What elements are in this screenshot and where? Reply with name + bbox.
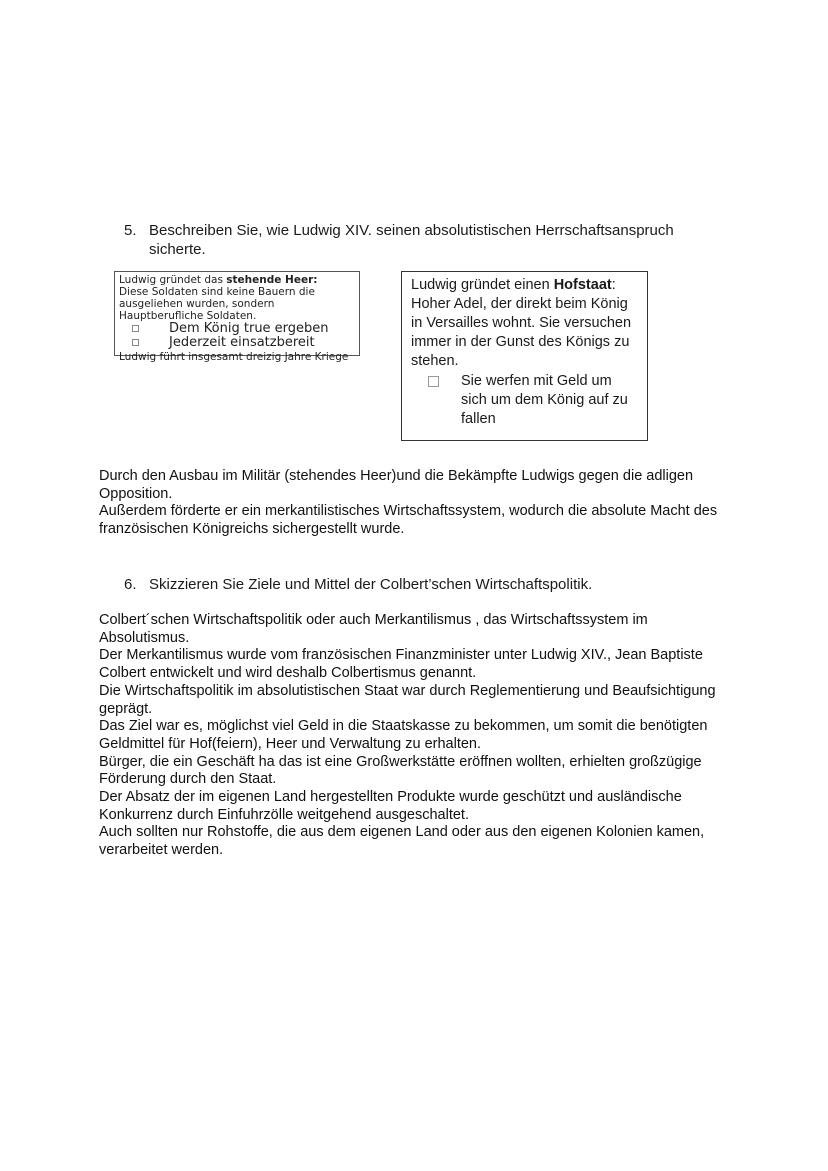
answer-5-paragraph: Durch den Ausbau im Militär (stehendes Heer)und die Bekämpfte Ludwigs gegen die adligen Opposition. xyxy=(99,468,694,502)
stehendes-heer-box xyxy=(119,274,359,363)
answer-6-paragraph: Auch sollten nur Rohstoffe, die aus dem eigenen Land oder aus den eigenen Kolonien kamen, verarbeitet werden. xyxy=(99,824,705,859)
stehendes-heer-footer: Ludwig führt insgesamt dreizig Jahre Kriege xyxy=(119,351,349,363)
question-6-number: 6. xyxy=(124,576,137,593)
hofstaat-heading: Ludwig gründet einen Hofstaat: xyxy=(411,277,616,293)
checkbox-icon xyxy=(132,339,139,346)
hofstaat-description: Hoher Adel, der direkt beim König in Versailles wohnt. Sie versuchen immer in der Gunst des Königs zu stehen. xyxy=(411,296,632,369)
checkbox-icon xyxy=(428,376,439,387)
question-6-text: Skizzieren Sie Ziele und Mittel der Colbert’schen Wirtschaftspolitik. xyxy=(149,576,593,593)
list-item: Jederzeit einsatzbereit xyxy=(119,336,359,350)
answer-6-paragraph: Der Merkantilismus wurde vom französischen Finanzminister unter Ludwig XIV., Jean Baptiste Colbert entwickelt und wird deshalb Colbertismus genannt. xyxy=(99,647,703,682)
stehendes-heer-description: Diese Soldaten sind keine Bauern die ausgeliehen wurden, sondern Hauptberufliche Soldaten. xyxy=(119,286,315,322)
answer-6 xyxy=(99,612,739,860)
question-5-text: Beschreiben Sie, wie Ludwig XIV. seinen absolutistischen Herrschaftsanspruch sicherte. xyxy=(149,222,674,258)
checkbox-icon xyxy=(132,325,139,332)
stehendes-heer-heading: Ludwig gründet das stehende Heer: xyxy=(119,274,318,286)
list-item: Sie werfen mit Geld um sich um dem König auf zu fallen xyxy=(411,372,641,429)
question-6 xyxy=(124,575,724,594)
hofstaat-box xyxy=(401,271,648,441)
answer-5-paragraph: Außerdem förderte er ein merkantilistisches Wirtschaftssystem, wodurch die absolute Macht des französischen Königreichs sichergestellt wurde. xyxy=(99,503,718,538)
answer-5 xyxy=(99,468,739,539)
answer-6-paragraph: Colbert´schen Wirtschaftspolitik oder auch Merkantilismus , das Wirtschaftssystem im Absolutismus. xyxy=(99,612,648,646)
answer-6-paragraph: Die Wirtschaftspolitik im absolutistischen Staat war durch Reglementierung und Beaufsichtigung geprägt. xyxy=(99,682,716,717)
list-item: Dem König true ergeben xyxy=(119,322,359,336)
question-5-number: 5. xyxy=(124,222,137,239)
question-5 xyxy=(124,221,724,259)
answer-6-paragraph: Das Ziel war es, möglichst viel Geld in die Staatskasse zu bekommen, um somit die benötigten Geldmittel für Hof(feiern), Heer und Verwaltung zu erhalten. xyxy=(99,718,708,752)
answer-6-paragraph: Bürger, die ein Geschäft ha das ist eine Großwerkstätte eröffnen wollten, erhielten großzügige Förderung durch den Staat. xyxy=(99,753,702,788)
answer-6-paragraph: Der Absatz der im eigenen Land hergestellten Produkte wurde geschützt und ausländische Konkurrenz durch Einfuhrzölle weitgehend ausgeschaltet. xyxy=(99,789,682,823)
